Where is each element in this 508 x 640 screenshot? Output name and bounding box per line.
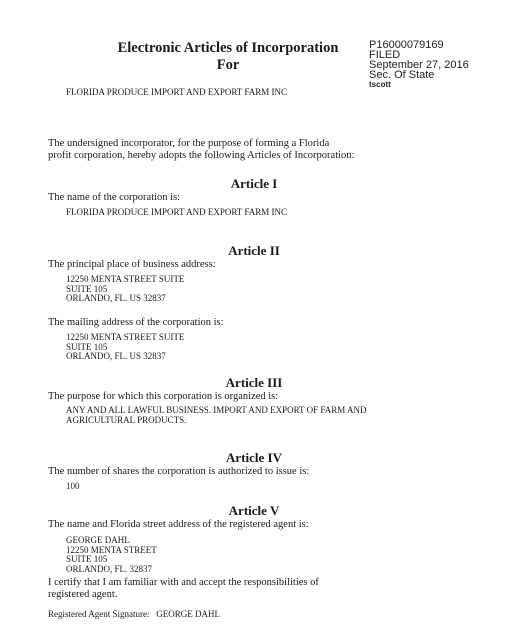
signature-label: Registered Agent Signature: xyxy=(48,609,150,619)
principal-address xyxy=(66,275,184,304)
agent-address-line: ORLANDO, FL. 32837 xyxy=(66,563,153,574)
purpose-value xyxy=(66,406,367,425)
shares-value: 100 xyxy=(66,481,80,491)
purpose-line: AGRICULTURAL PRODUCTS. xyxy=(66,414,187,425)
article-3-heading: Article III xyxy=(225,375,283,390)
filing-status: FILED xyxy=(369,49,401,61)
shares-label: The number of shares the corporation is authorized to issue is: xyxy=(48,466,310,477)
article-4-heading: Article IV xyxy=(226,450,282,465)
registered-agent-address xyxy=(66,536,157,574)
principal-address-line: ORLANDO, FL. US 32837 xyxy=(66,293,166,303)
mailing-address-line: SUITE 105 xyxy=(66,341,108,352)
principal-address-line: SUITE 105 xyxy=(66,283,108,294)
certification-paragraph xyxy=(48,577,319,601)
agent-name: GEORGE DAHL xyxy=(66,535,130,545)
filing-office: Sec. Of State xyxy=(369,69,435,81)
purpose-label: The purpose for which this corporation is organized is: xyxy=(48,391,279,402)
article-5-heading: Article V xyxy=(228,503,280,518)
certification-line-1: I certify that I am familiar with and accept the responsibilities of xyxy=(48,577,319,588)
intro-paragraph xyxy=(48,138,354,162)
signature-value: GEORGE DAHL xyxy=(156,609,220,619)
agent-signature xyxy=(48,610,220,620)
principal-address-line: 12250 MENTA STREET SUITE xyxy=(66,274,185,284)
document-title xyxy=(100,40,356,74)
mailing-address-label: The mailing address of the corporation is: xyxy=(48,317,224,328)
intro-line-2: profit corporation, hereby adopts the following Articles of Incorporation: xyxy=(48,150,355,161)
registered-agent-label: The name and Florida street address of the registered agent is: xyxy=(48,519,309,530)
title-line-1: Electronic Articles of Incorporation xyxy=(117,40,339,56)
mailing-address-line: ORLANDO, FL. US 32837 xyxy=(66,351,166,361)
intro-line-1: The undersigned incorporator, for the purpose of forming a Florida xyxy=(48,138,330,149)
purpose-line: ANY AND ALL LAWFUL BUSINESS. IMPORT AND EXPORT OF FARM AND xyxy=(66,405,367,415)
document-number: P16000079169 xyxy=(369,39,444,51)
principal-address-label: The principal place of business address: xyxy=(48,259,216,270)
filing-user: tscott xyxy=(369,80,391,89)
article-2-heading: Article II xyxy=(228,243,280,258)
filing-stamp xyxy=(369,40,469,89)
article-1-heading: Article I xyxy=(230,176,278,191)
mailing-address xyxy=(66,333,184,362)
agent-address-line: 12250 MENTA STREET xyxy=(66,544,157,555)
company-name-header: FLORIDA PRODUCE IMPORT AND EXPORT FARM INC xyxy=(66,87,287,97)
agent-address-line: SUITE 105 xyxy=(66,554,108,564)
certification-line-2: registered agent. xyxy=(48,589,118,600)
article-1-value: FLORIDA PRODUCE IMPORT AND EXPORT FARM INC xyxy=(66,207,287,217)
title-line-2: For xyxy=(216,57,240,73)
mailing-address-line: 12250 MENTA STREET SUITE xyxy=(66,332,185,342)
filing-date: September 27, 2016 xyxy=(369,59,469,71)
article-1-label: The name of the corporation is: xyxy=(48,192,181,203)
